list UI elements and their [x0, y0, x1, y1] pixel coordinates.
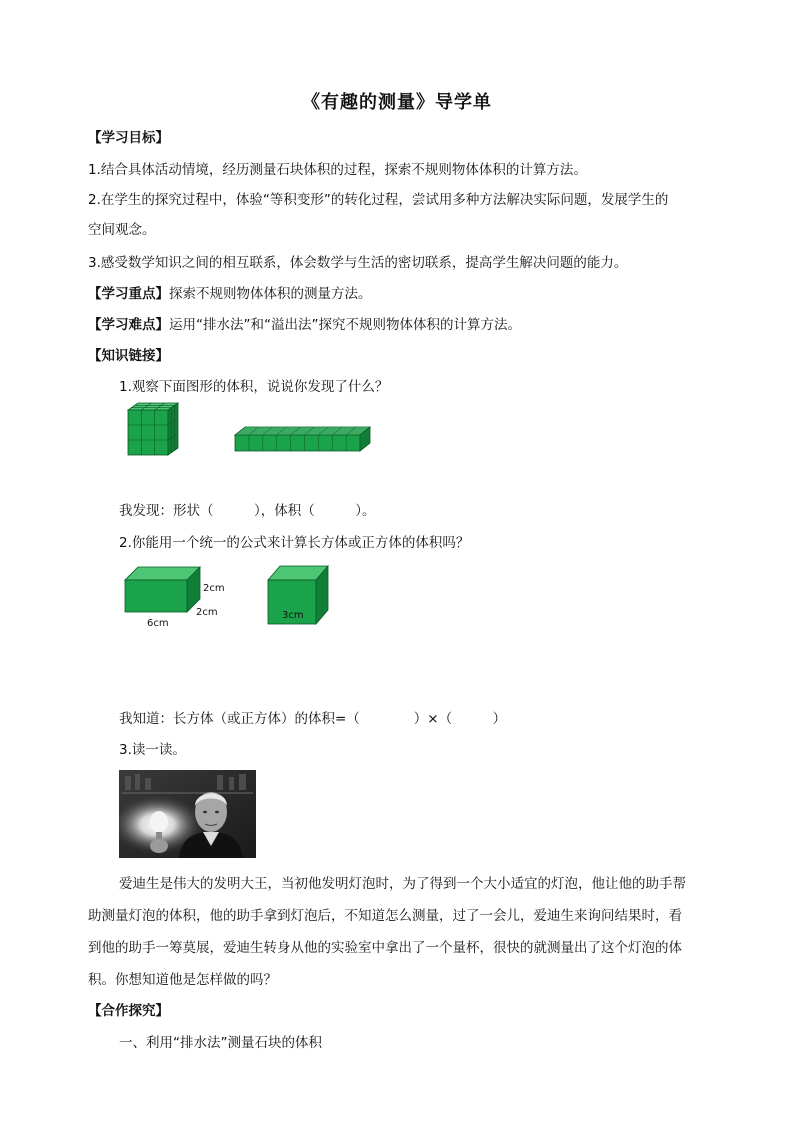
cuboid-height-label: 2cm — [203, 583, 225, 594]
long-block-of-unit-cubes — [235, 427, 370, 451]
question-2-answer: 我知道：长方体（或正方体）的体积=（ ）×（ ） — [119, 711, 507, 727]
objective-2-line2: 空间观念。 — [88, 222, 156, 238]
objective-1: 1.结合具体活动情境，经历测量石块体积的过程，探索不规则物体体积的计算方法。 — [88, 162, 587, 178]
question-1-answer: 我发现：形状（ ），体积（ ）。 — [119, 503, 376, 519]
objective-2-line1: 2.在学生的探究过程中，体验“等积变形”的转化过程，尝试用多种方法解决实际问题，发展学生的 — [88, 192, 669, 208]
unit-cubes-figure — [120, 400, 380, 460]
cuboid-width-label: 2cm — [196, 607, 218, 618]
difficulty-label: 【学习难点】 — [88, 317, 169, 333]
reading-line-1: 爱迪生是伟大的发明大王，当初他发明灯泡时，为了得到一个大小适宜的灯泡，他让他的助手帮 — [119, 876, 686, 892]
explore-item-1: 一、利用“排水法”测量石块的体积 — [119, 1035, 322, 1051]
key-point-text: 探索不规则物体体积的测量方法。 — [169, 286, 372, 302]
reading-line-2: 助测量灯泡的体积，他的助手拿到灯泡后，不知道怎么测量，过了一会儿，爱迪生来询问结果时，看 — [88, 908, 682, 924]
cuboid-length-label: 6cm — [147, 618, 169, 629]
knowledge-heading: 【知识链接】 — [88, 348, 169, 364]
cube-of-unit-cubes — [128, 403, 178, 455]
objectives-heading: 【学习目标】 — [88, 130, 169, 146]
reading-line-3: 到他的助手一筹莫展，爱迪生转身从他的实验室中拿出了一个量杯，很快的就测量出了这个灯泡的体 — [88, 940, 682, 956]
cube-edge-label: 3cm — [282, 610, 304, 621]
reading-line-4: 积。你想知道他是怎样做的吗？ — [88, 972, 277, 988]
page-title: 《有趣的测量》导学单 — [302, 92, 492, 113]
explore-heading: 【合作探究】 — [88, 1003, 169, 1019]
objective-3: 3.感受数学知识之间的相互联系，体会数学与生活的密切联系，提高学生解决问题的能力。 — [88, 255, 628, 271]
cuboid — [125, 567, 200, 612]
key-point — [88, 282, 372, 302]
question-1: 1.观察下面图形的体积，说说你发现了什么？ — [119, 379, 389, 395]
difficulty-text: 运用“排水法”和“溢出法”探究不规则物体体积的计算方法。 — [169, 317, 521, 333]
question-2: 2.你能用一个统一的公式来计算长方体或正方体的体积吗？ — [119, 535, 470, 551]
reading-paragraph — [88, 868, 708, 996]
key-point-label: 【学习重点】 — [88, 286, 169, 302]
edison-photo — [119, 770, 256, 858]
cuboid-and-cube-figure — [118, 560, 348, 635]
question-3: 3.读一读。 — [119, 742, 186, 758]
difficulty — [88, 313, 521, 333]
